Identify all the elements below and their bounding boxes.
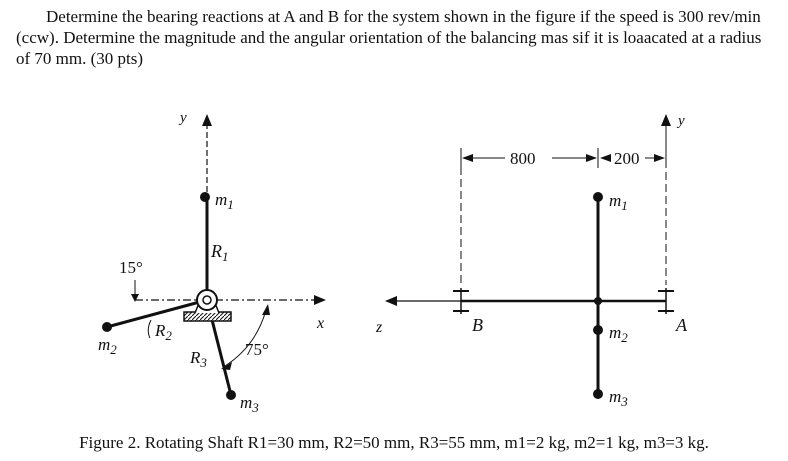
angle-15-arrowhead: [131, 294, 139, 302]
side-y-axis-arrowhead: [661, 114, 671, 126]
angle-75-label: 75°: [245, 340, 269, 359]
mass-m3-dot: [226, 390, 236, 400]
dim-200-arrowhead-right: [654, 154, 665, 162]
radius-r2-label: $R_2$: [155, 321, 172, 343]
y-axis-arrowhead: [202, 114, 212, 126]
bearing-a-label: A: [676, 315, 687, 335]
y-axis-label: y: [180, 110, 187, 126]
side-hub-dot: [594, 297, 602, 305]
side-y-axis-label: y: [678, 113, 685, 129]
dim-800-arrowhead-left: [462, 154, 473, 162]
dim-200-arrowhead-left: [600, 154, 611, 162]
r2-leader: [148, 320, 151, 338]
side-m3-dot: [593, 389, 603, 399]
side-m1-dot: [593, 192, 603, 202]
x-axis-arrowhead: [314, 295, 326, 305]
figure-caption: Figure 2. Rotating Shaft R1=30 mm, R2=50 mm, R3=55 mm, m1=2 kg, m2=1 kg, m3=3 kg.: [79, 433, 709, 452]
dim-800-label: 800: [510, 149, 536, 168]
bearing-b-label: B: [472, 315, 483, 335]
dim-200-label: 200: [614, 149, 640, 168]
side-m2-label: $m_2$: [609, 323, 628, 345]
side-m2-dot: [593, 325, 603, 335]
mass-m1-dot: [200, 192, 210, 202]
mass-m2-label: $m_2$: [98, 335, 117, 357]
shaft-hub-inner: [203, 296, 211, 304]
side-view: [375, 113, 688, 409]
radius-r3-label: $R_3$: [190, 348, 207, 370]
x-axis-label: x: [317, 315, 325, 332]
side-m1-label: $m_1$: [609, 191, 628, 213]
dim-800-arrowhead-right: [586, 154, 597, 162]
mass-m1-label: $m_1$: [215, 190, 234, 212]
z-axis-arrowhead: [385, 296, 397, 306]
radius-r1-label: $R_1$: [211, 241, 229, 264]
mass-m3-label: $m_3$: [240, 393, 259, 415]
bearing-base: [184, 312, 231, 321]
angle-75-arrowhead-top: [262, 304, 270, 315]
mass-m2-dot: [102, 322, 112, 332]
problem-statement: Determine the bearing reactions at A and B for the system shown in the figure if the speed is 300 rev/min (ccw). Determine the magnitude and the angular orientation of the balancing mas sif it is loaacated at a radius of 70 mm. (30 pts): [16, 7, 762, 68]
z-axis-label: z: [376, 319, 383, 336]
end-view: [98, 110, 326, 415]
angle-15-label: 15°: [119, 258, 143, 277]
side-m3-label: $m_3$: [609, 387, 628, 409]
